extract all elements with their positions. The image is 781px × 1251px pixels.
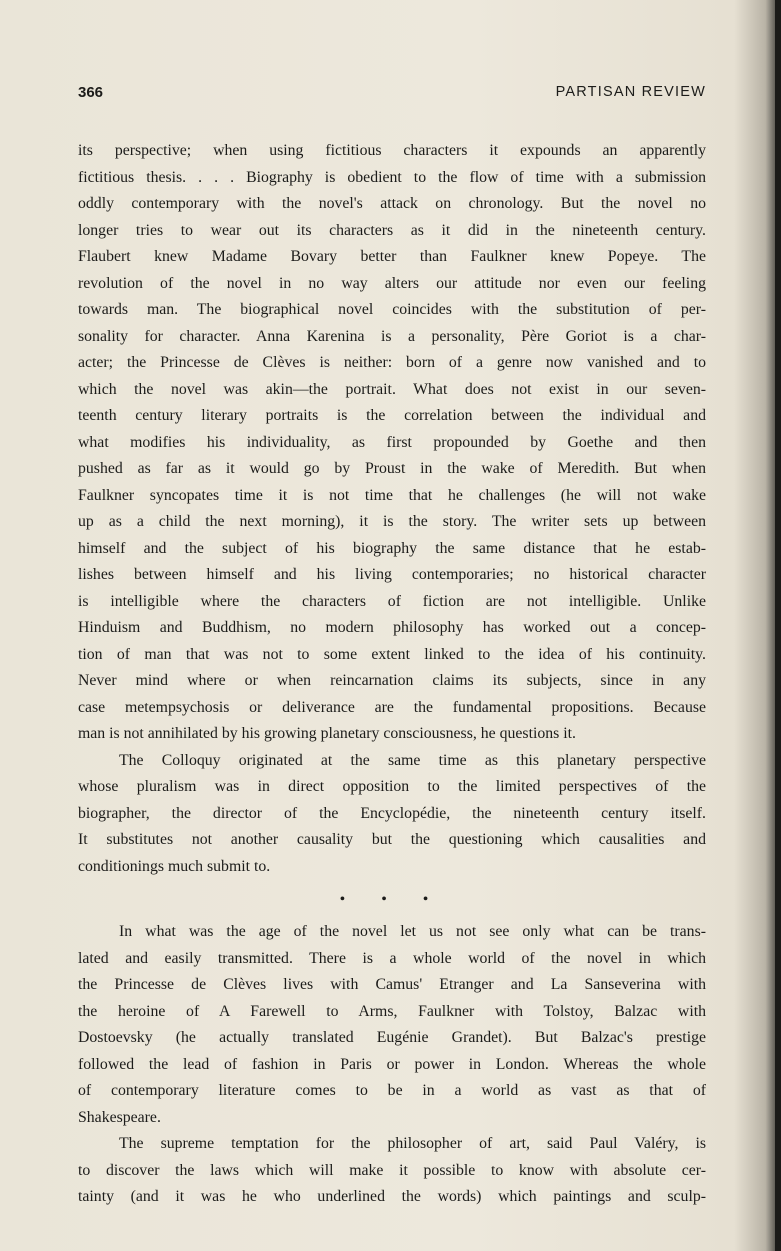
text-line: man is not annihilated by his growing planetary consciousness, he questions it. bbox=[78, 725, 576, 742]
text-line: towards man. The biographical novel coincides with the substitution of per- bbox=[78, 301, 706, 318]
text-line: Shakespeare. bbox=[78, 1108, 161, 1126]
text-line: himself and the subject of his biography the same distance that he estab- bbox=[78, 539, 706, 557]
text-line: Flaubert knew Madame Bovary better than Faulkner knew Popeye. The bbox=[78, 248, 706, 265]
text-line: its perspective; when using fictitious characters it expounds an apparently bbox=[78, 142, 706, 159]
text-line: conditionings much submit to. bbox=[78, 857, 271, 875]
text-line: acter; the Princesse de Clèves is neither: born of a genre now vanished and to bbox=[78, 354, 706, 371]
text-line: tainty (and it was he who underlined the words) which paintings and sculp- bbox=[78, 1188, 706, 1205]
text-line: Dostoevsky (he actually translated Eugénie Grandet). But Balzac's prestige bbox=[78, 1029, 706, 1046]
text-line: sonality for character. Anna Karenina is a personality, Père Goriot is a char- bbox=[78, 327, 706, 345]
page-header bbox=[78, 84, 706, 104]
text-line: tion of man that was not to some extent linked to the idea of his continuity. bbox=[78, 645, 706, 663]
text-line: revolution of the novel in no way alters our attitude nor even our feeling bbox=[78, 274, 706, 292]
text-line: case metempsychosis or deliverance are the fundamental propositions. Because bbox=[78, 698, 706, 716]
page-number: 366 bbox=[78, 84, 104, 101]
running-head: PARTISAN REVIEW bbox=[555, 84, 706, 100]
text-line: It substitutes not another causality but the questioning which causalities and bbox=[78, 831, 706, 848]
text-line: followed the lead of fashion in Paris or power in London. Whereas the whole bbox=[78, 1055, 706, 1073]
text-line: lishes between himself and his living contemporaries; no historical character bbox=[78, 566, 706, 583]
paragraph-3 bbox=[78, 919, 706, 1131]
paragraph-4 bbox=[78, 1131, 706, 1211]
text-line: The supreme temptation for the philosopher of art, said Paul Valéry, is bbox=[119, 1135, 706, 1152]
text-line: The Colloquy originated at the same time as this planetary perspective bbox=[119, 751, 706, 769]
text-line: longer tries to wear out its characters as it did in the nineteenth century. bbox=[78, 221, 706, 239]
text-line: which the novel was akin—the portrait. What does not exist in our seven- bbox=[78, 380, 706, 398]
text-line: the heroine of A Farewell to Arms, Faulkner with Tolstoy, Balzac with bbox=[78, 1002, 706, 1020]
text-line: the Princesse de Clèves lives with Camus' Etranger and La Sanseverina with bbox=[78, 976, 706, 993]
paragraph-2 bbox=[78, 748, 706, 881]
text-line: teenth century literary portraits is the correlation between the individual and bbox=[78, 407, 706, 424]
text-line: of contemporary literature comes to be in a world as vast as that of bbox=[78, 1082, 706, 1099]
text-line: what modifies his individuality, as first propounded by Goethe and then bbox=[78, 433, 706, 451]
text-line: up as a child the next morning), it is the story. The writer sets up between bbox=[78, 513, 706, 530]
text-line: biographer, the director of the Encyclopédie, the nineteenth century itself. bbox=[78, 804, 706, 822]
paragraph-1 bbox=[78, 138, 706, 748]
text-line: Hinduism and Buddhism, no modern philosophy has worked out a concep- bbox=[78, 619, 706, 636]
text-line: lated and easily transmitted. There is a whole world of the novel in which bbox=[78, 949, 706, 967]
text-line: Never mind where or when reincarnation claims its subjects, since in any bbox=[78, 672, 706, 689]
section-break-dots: • • • bbox=[339, 891, 445, 908]
text-line: Faulkner syncopates time it is not time that he challenges (he will not wake bbox=[78, 486, 706, 504]
text-line: fictitious thesis. . . . Biography is obedient to the flow of time with a submission bbox=[78, 168, 706, 186]
body-text bbox=[78, 138, 706, 1211]
text-line: oddly contemporary with the novel's attack on chronology. But the novel no bbox=[78, 195, 706, 212]
page-edge-shadow bbox=[775, 0, 781, 1251]
text-line: to discover the laws which will make it possible to know with absolute cer- bbox=[78, 1161, 706, 1179]
text-line: In what was the age of the novel let us not see only what can be trans- bbox=[119, 923, 706, 940]
text-line: is intelligible where the characters of fiction are not intelligible. Unlike bbox=[78, 592, 706, 610]
text-line: whose pluralism was in direct opposition to the limited perspectives of the bbox=[78, 778, 706, 795]
section-break bbox=[78, 880, 706, 919]
text-line: pushed as far as it would go by Proust in the wake of Meredith. But when bbox=[78, 460, 706, 477]
